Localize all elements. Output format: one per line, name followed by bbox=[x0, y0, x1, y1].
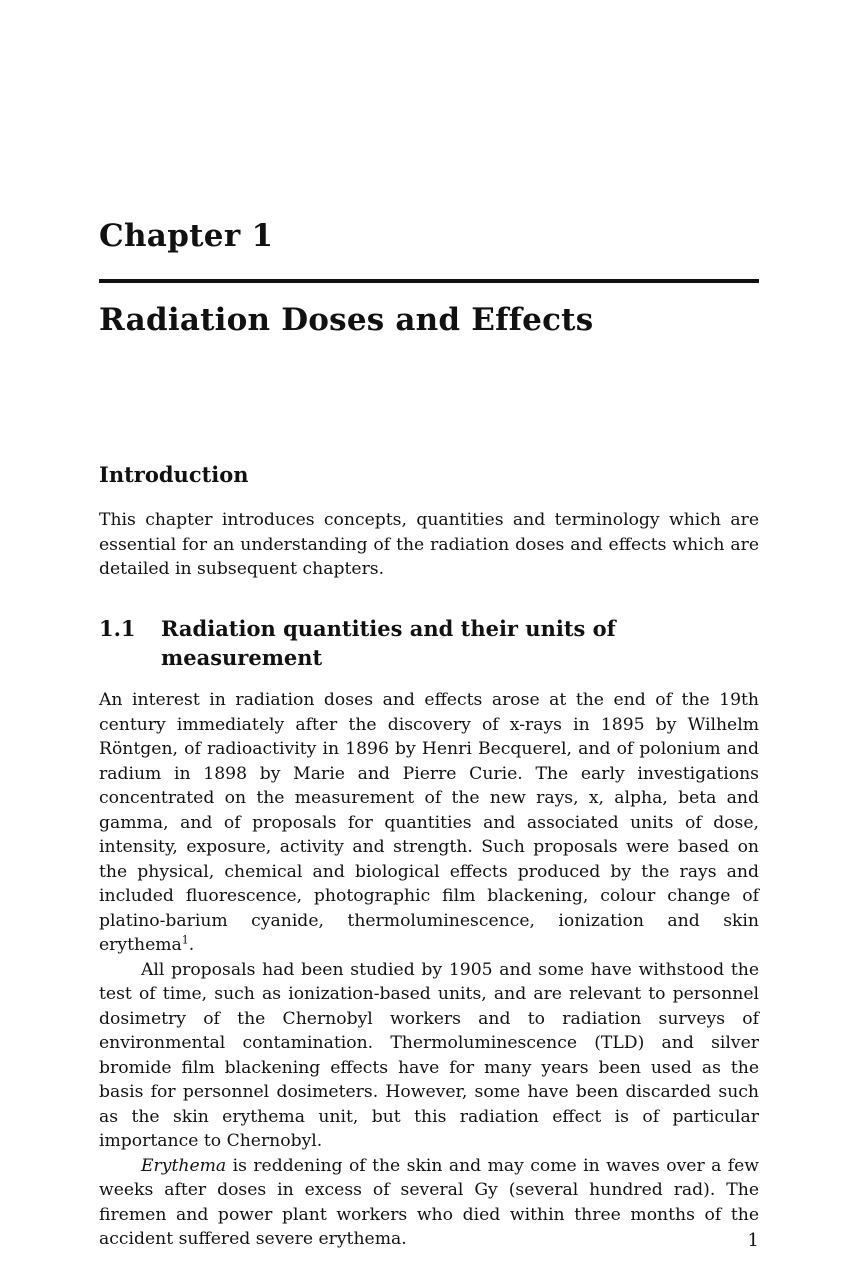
book-page bbox=[99, 0, 759, 1280]
paragraph-3 bbox=[99, 1154, 759, 1252]
paragraph-2: All proposals had been studied by 1905 and some have withstood the test of time, such as ionization-based units, and are relevant to personnel dosimetry of the Chernobyl workers and to radiation surveys of environmental contamination. Thermoluminescence (TLD) and silver bromide film blackening effects have for many years been used as the basis for personnel dosimeters. However, some have been discarded such as the skin erythema unit, but this radiation effect is of particular importance to Chernobyl. bbox=[99, 959, 759, 1151]
introduction-heading: Introduction bbox=[99, 462, 249, 487]
chapter-title: Radiation Doses and Effects bbox=[99, 302, 594, 338]
paragraph-3-text: is reddening of the skin and may come in waves over a few weeks after doses in excess of several Gy (several hundred rad). The firemen and power plant workers who died within three months of the accident suffered severe erythema. bbox=[99, 1155, 759, 1249]
chapter-rule bbox=[99, 279, 759, 283]
paragraph-1 bbox=[99, 688, 759, 958]
introduction-text-block bbox=[99, 508, 759, 582]
section-body bbox=[99, 688, 759, 1252]
section-title: Radiation quantities and their units of measurement bbox=[161, 616, 616, 670]
footnote-reference[interactable]: 1 bbox=[181, 933, 189, 947]
paragraph-1-end: . bbox=[188, 935, 195, 955]
chapter-label: Chapter 1 bbox=[99, 218, 274, 254]
paragraph-3-term: Erythema bbox=[141, 1155, 227, 1176]
paragraph-1-text: An interest in radiation doses and effects arose at the end of the 19th century immediately after the discovery of x-rays in 1895 by Wilhelm Röntgen, of radioactivity in 1896 by Henri Becquerel, and of polonium and radium in 1898 by Marie and Pierre Curie. The early investigations concentrated on the measurement of the new rays, x, alpha, beta and gamma, and of proposals for quantities and associated units of dose, intensity, exposure, activity and strength. Such proposals were based on the physical, chemical and biological effects produced by the rays and included fluorescence, photographic film blackening, colour change of platino-barium cyanide, thermoluminescence, ionization and skin erythema bbox=[99, 690, 759, 955]
page-number: 1 bbox=[747, 1230, 759, 1251]
introduction-paragraph: This chapter introduces concepts, quantities and terminology which are essential for an understanding of the radiation doses and effects which are detailed in subsequent chapters. bbox=[99, 510, 759, 579]
section-number: 1.1 bbox=[99, 616, 136, 641]
section-heading bbox=[99, 614, 759, 672]
